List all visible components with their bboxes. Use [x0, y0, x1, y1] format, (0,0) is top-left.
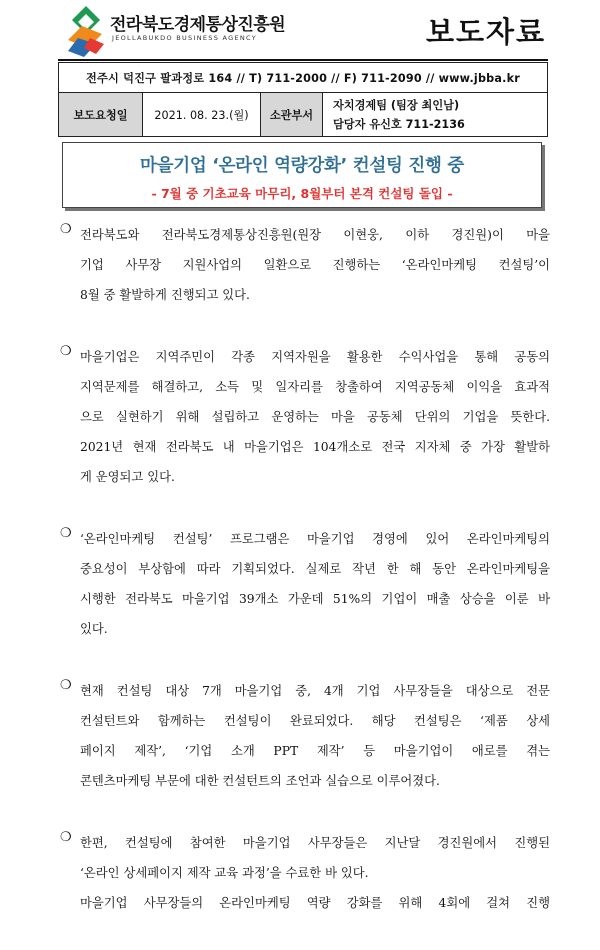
paragraph-line: 마을기업은 지역주민이 각종 지역자원을 활용한 수익사업을 통해 공동의 [80, 350, 550, 364]
agency-logo-icon [68, 4, 104, 58]
paragraph [60, 828, 550, 918]
address-line: 전주시 덕진구 팔과정로 164 // T) 711-2000 // F) 711-2090 // www.jbba.kr [59, 63, 548, 93]
paragraph-line: 지역문제를 해결하고, 소득 및 일자리를 창출하여 지역공동체 이익을 효과적 [80, 380, 550, 394]
paragraph-line: 마을기업 사무장들의 온라인마케팅 역량 강화를 위해 4회에 걸쳐 진행 [80, 896, 550, 910]
paragraph-line: 기업 사무장 지원사업의 일환으로 진행하는 ‘온라인마케팅 컨설팅’이 [80, 258, 550, 272]
paragraph [60, 342, 550, 492]
paragraph-line: 2021년 현재 전라북도 내 마을기업은 104개소로 전국 지자체 중 가장 활발하 [80, 440, 550, 454]
paragraph-line: 페이지 제작’, ‘기업 소개 PPT 제작’ 등 마을기업이 애로를 겪는 [80, 744, 550, 758]
paragraph-line: 전라북도와 전라북도경제통상진흥원(원장 이현웅, 이하 경진원)이 마을 [80, 228, 550, 242]
bullet-circle-icon: ❍ [60, 222, 72, 237]
paragraph-line: 있다. [80, 622, 108, 636]
org-name-english: JEOLLABUKDO BUSINESS AGENCY [112, 34, 258, 42]
paragraph-line: 콘텐츠마케팅 부문에 대한 컨설턴트의 조언과 실습으로 이루어졌다. [80, 774, 440, 788]
paragraph-line: 한편, 컨설팅에 참여한 마을기업 사무장들은 지난달 경진원에서 진행된 [80, 836, 550, 850]
header-divider [58, 59, 548, 61]
paragraph-line: ‘온라인마케팅 컨설팅’ 프로그램은 마을기업 경영에 있어 온라인마케팅의 [80, 532, 550, 546]
paragraph-line: 시행한 전라북도 마을기업 39개소 가운데 51%의 기업이 매출 상승을 이룬 바 [80, 592, 550, 606]
bullet-circle-icon: ❍ [60, 830, 72, 845]
department-person: 담당자 유신호 711-2136 [333, 117, 465, 131]
bullet-circle-icon: ❍ [60, 344, 72, 359]
paragraph-line: 컨설턴트와 함께하는 컨설팅이 완료되었다. 해당 컨설팅은 ‘제품 상세 [80, 714, 550, 728]
paragraph-line: ‘온라인 상세페이지 제작 교육 과정’을 수료한 바 있다. [80, 866, 369, 880]
paragraph [60, 676, 550, 796]
department-label: 소관부서 [261, 93, 323, 137]
paragraph-line: 게 운영되고 있다. [80, 470, 175, 484]
department-contact [323, 93, 548, 137]
paragraph-line: 중요성이 부상함에 따라 기획되었다. 실제로 작년 한 해 동안 온라인마케팅을 [80, 562, 550, 576]
headline-box [62, 142, 542, 208]
headline: 마을기업 ‘온라인 역량강화’ 컨설팅 진행 중 [140, 156, 464, 176]
org-name-korean: 전라북도경제통상진흥원 [110, 15, 286, 35]
article-body [60, 220, 550, 950]
bullet-circle-icon: ❍ [60, 678, 72, 693]
paragraph-line: 8월 중 활발하게 진행되고 있다. [80, 288, 250, 302]
request-date-label: 보도요청일 [59, 93, 143, 137]
paragraph [60, 220, 550, 310]
paragraph-line: 으로 실현하기 위해 설립하고 운영하는 마을 공동체 단위의 기업을 뜻한다. [80, 410, 550, 424]
bullet-circle-icon: ❍ [60, 526, 72, 541]
subheadline: - 7월 중 기초교육 마무리, 8월부터 본격 컨설팅 돌입 - [151, 186, 453, 201]
paragraph [60, 524, 550, 644]
document-header [58, 0, 548, 58]
press-release-title: 보도자료 [425, 15, 546, 49]
paragraph-line: 현재 컨설팅 대상 7개 마을기업 중, 4개 기업 사무장들을 대상으로 전문 [80, 684, 550, 698]
department-team: 자치경제팀 (팀장 최인남) [333, 98, 460, 112]
contact-info-table [58, 62, 548, 137]
request-date-value: 2021. 08. 23.(월) [143, 93, 261, 137]
